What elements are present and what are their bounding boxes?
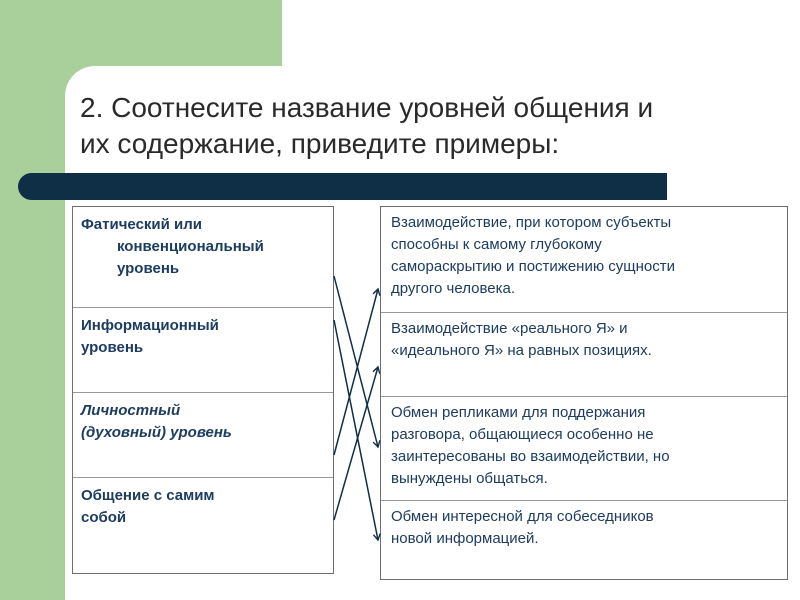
level-text-line: Фатический или — [81, 216, 202, 233]
level-text-line: уровень — [117, 260, 180, 277]
level-cell-phatic — [73, 207, 333, 308]
descriptions-table — [380, 206, 788, 580]
description-text-line: заинтересованы во взаимодействии, но — [391, 448, 670, 465]
level-text-line: Информационный — [81, 317, 219, 334]
description-text-line: другого человека. — [391, 280, 516, 297]
description-cell-3 — [381, 397, 787, 501]
description-text-line: Взаимодействие «реального Я» и — [391, 320, 628, 337]
slide-title-line-2: их содержание, приведите примеры: — [80, 128, 560, 159]
level-cell-personal — [73, 393, 333, 478]
title-divider-bar — [18, 173, 667, 200]
description-text-line: самораскрытию и постижению сущности — [391, 258, 675, 275]
description-cell-2 — [381, 313, 787, 397]
level-cell-informational — [73, 308, 333, 393]
level-cell-self — [73, 478, 333, 573]
description-text-line: новой информацией. — [391, 530, 539, 547]
description-text-line: Взаимодействие, при котором субъекты — [391, 214, 672, 231]
slide-title-line-1: 2. Соотнесите название уровней общения и — [80, 92, 654, 123]
level-text-line: собой — [81, 509, 127, 526]
levels-table — [72, 206, 334, 574]
slide-title — [80, 90, 780, 162]
description-text-line: способны к самому глубокому — [391, 236, 602, 253]
description-text-line: Обмен интересной для собеседников — [391, 508, 654, 525]
level-text-line: Личностный — [81, 402, 181, 419]
level-text-line: уровень — [81, 339, 144, 356]
description-cell-1 — [381, 207, 787, 313]
level-text-line: (духовный) уровень — [81, 424, 232, 441]
level-text-line: конвенциональный — [117, 238, 264, 255]
description-text-line: «идеального Я» на равных позициях. — [391, 342, 652, 359]
description-text-line: Обмен репликами для поддержания — [391, 404, 646, 421]
description-cell-4 — [381, 501, 787, 579]
description-text-line: вынуждены общаться. — [391, 470, 548, 487]
level-text-line: Общение с самим — [81, 487, 215, 504]
description-text-line: разговора, общающиеся особенно не — [391, 426, 654, 443]
